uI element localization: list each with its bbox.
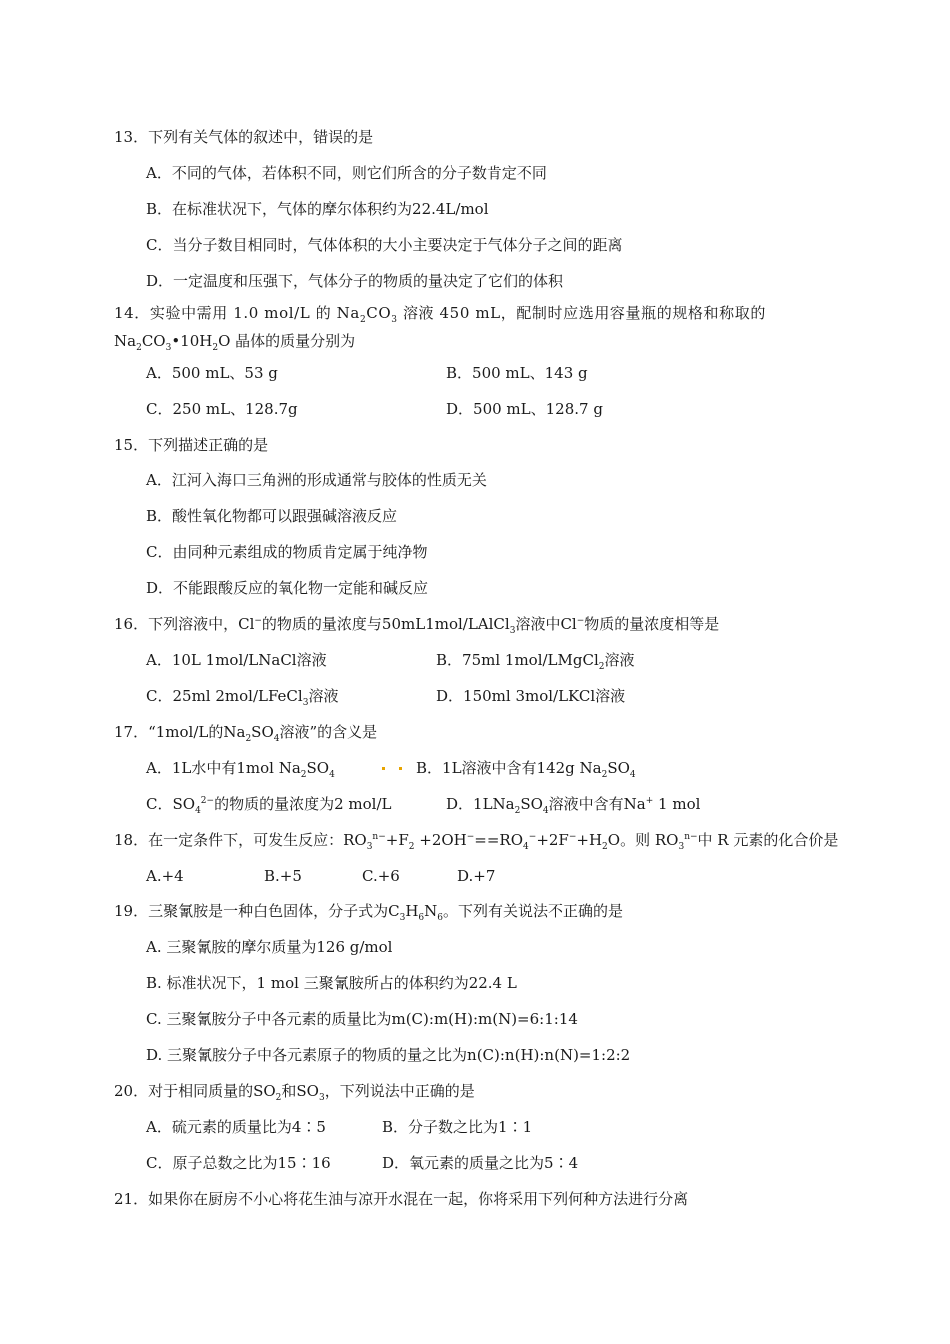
question-18-option-c: C.+6 [362,867,400,885]
question-19-stem: 19．三聚氰胺是一种白色固体，分子式为$C_3H_6N_6$。下列有关说法不正确的是 [114,902,624,923]
question-21-stem: 21．如果你在厨房不小心将花生油与凉开水混在一起，你将采用下列何种方法进行分离 [114,1190,689,1208]
question-14-option-c: C．250 mL、128.7g [146,400,298,418]
decorative-dot-icon [399,767,402,770]
question-20-option-c: C．原子总数之比为15∶16 [146,1154,331,1172]
question-16-option-a: A．10L 1mol/LNaCl溶液 [146,651,327,669]
question-14-option-b: B．500 mL、143 g [446,364,588,382]
question-19-option-a: A. 三聚氰胺的摩尔质量为126 g/mol [146,938,393,956]
decorative-dot-icon [382,767,385,770]
question-19-option-d: D. 三聚氰胺分子中各元素原子的物质的量之比为n(C):n(H):n(N)=1:2:2 [146,1046,631,1064]
question-17-option-b: B．1L溶液中含有142g $Na_2SO_4$ [382,758,636,778]
question-14-stem-line1: 14．实验中需用 1.0 mol/L 的 $Na_2CO_3$ 溶液 450 mL，配制时应选用容量瓶的规格和称取的 [114,304,766,325]
question-16-stem: 16．下列溶液中，Cl−的物质的量浓度与50mL1mol/LAlCl$_3$溶液中Cl−物质的量浓度相等是 [114,615,720,636]
question-17-option-a: A．1L水中有1mol $Na_2SO_4$ [146,759,335,780]
question-15-option-b: B．酸性氧化物都可以跟强碱溶液反应 [146,507,398,525]
question-15-option-a: A．江河入海口三角洲的形成通常与胶体的性质无关 [146,471,487,489]
question-13-stem: 13．下列有关气体的叙述中，错误的是 [114,128,374,146]
question-13-option-c: C．当分子数目相同时，气体体积的大小主要决定于气体分子之间的距离 [146,236,623,254]
question-17-option-c: C．$SO_4^{2-}$的物质的量浓度为2 mol/L [146,795,392,816]
question-13-option-a: A．不同的气体，若体积不同，则它们所含的分子数肯定不同 [146,164,547,182]
question-15-stem: 15．下列描述正确的是 [114,436,269,454]
question-13-option-b: B．在标准状况下，气体的摩尔体积约为22.4L/mol [146,200,489,218]
question-18-option-b: B.+5 [264,867,302,885]
question-17-stem: 17．“1mol/L的$Na_2SO_4$溶液”的含义是 [114,723,378,744]
question-13-option-d: D．一定温度和压强下，气体分子的物质的量决定了它们的体积 [146,272,564,290]
question-17-option-d: D．$1LNa_2SO_4$溶液中含有Na+ 1 mol [446,795,701,816]
question-14-option-d: D．500 mL、128.7 g [446,400,603,418]
question-20-option-d: D．氧元素的质量之比为5∶4 [382,1154,579,1172]
question-18-option-d: D.+7 [457,867,496,885]
question-14-option-a: A．500 mL、53 g [146,364,278,382]
question-16-option-b: B．75ml 1mol/LMgCl$_2$溶液 [436,651,635,672]
question-18-option-a: A.+4 [146,867,184,885]
question-18-stem: 18．在一定条件下，可发生反应：$RO_3^{n-}+F_2 +2OH^-==RO_4^-+2F^-+H_2O$。则 $RO_3^{n-}$中 R 元素的化合价是 [114,831,839,852]
question-19-option-c: C. 三聚氰胺分子中各元素的质量比为m(C):m(H):m(N)=6:1:14 [146,1010,578,1028]
question-20-option-b: B．分子数之比为1∶1 [382,1118,533,1136]
question-15-option-c: C．由同种元素组成的物质肯定属于纯净物 [146,543,428,561]
question-15-option-d: D．不能跟酸反应的氧化物一定能和碱反应 [146,579,429,597]
question-19-option-b: B. 标准状况下，1 mol 三聚氰胺所占的体积约为22.4 L [146,974,517,992]
question-20-option-a: A．硫元素的质量比为4∶5 [146,1118,326,1136]
question-16-option-d: D．150ml 3mol/LKCl溶液 [436,687,626,705]
question-14-stem-line2: $Na_2CO_3•10H_2O$ 晶体的质量分别为 [114,332,356,353]
question-20-stem: 20．对于相同质量的$SO_2$和$SO_3$，下列说法中正确的是 [114,1082,475,1103]
question-16-option-c: C．25ml 2mol/LFeCl$_3$溶液 [146,687,339,708]
